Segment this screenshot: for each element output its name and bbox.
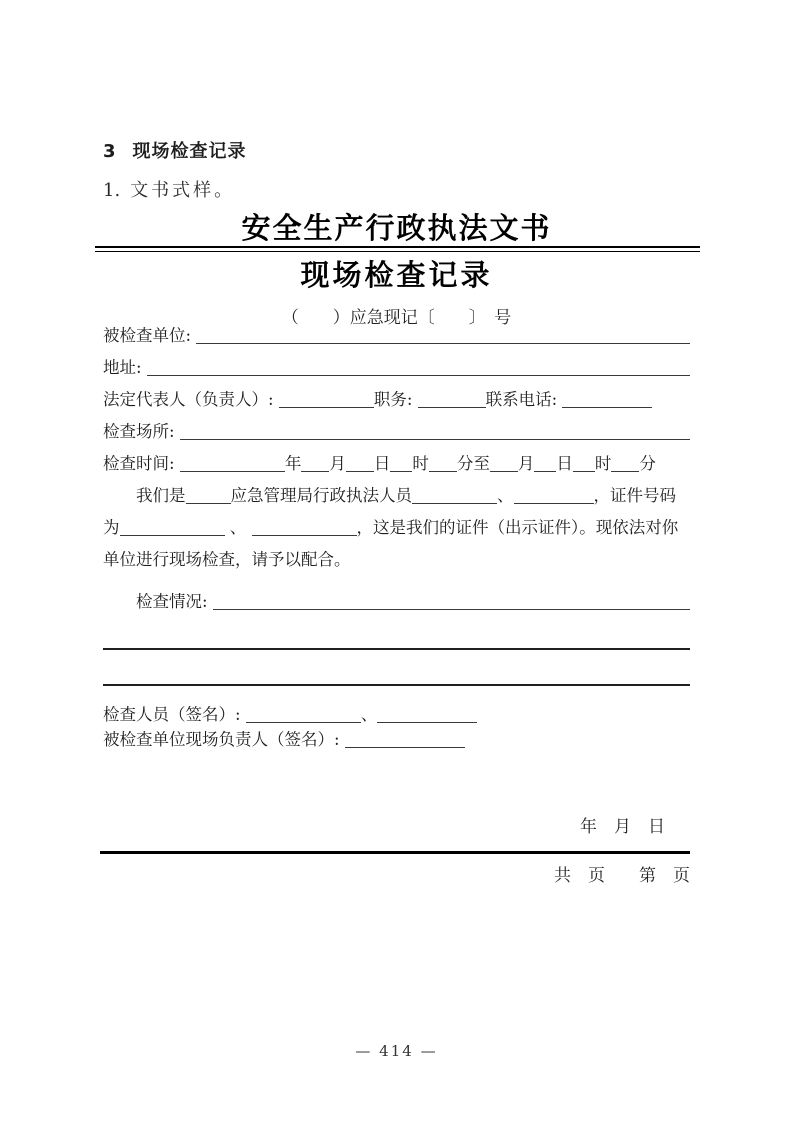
inspected-unit-row [103, 320, 690, 352]
field-label: 、 [497, 486, 514, 505]
date-line: 年 月 日 [580, 817, 665, 837]
page-number: — 414 — [355, 1042, 438, 1060]
blank-line [534, 467, 556, 472]
item-text: 文书式样。 [130, 180, 236, 201]
inspection-place-row [103, 416, 690, 448]
field-label: ，这是我们的证件（出示证件）。现依法对你 [356, 518, 679, 537]
blank-line [429, 467, 457, 472]
blank-line [180, 467, 285, 472]
blank-line [213, 605, 690, 610]
field-label: 检查人员（签名）: [103, 705, 246, 724]
inspectors-intro-line-1 [103, 480, 690, 512]
blank-line [346, 467, 374, 472]
inspectors-intro-line-2 [103, 512, 690, 544]
field-label: 年 [284, 454, 302, 473]
field-label: 日 [556, 454, 573, 473]
field-label: 时 [412, 454, 429, 473]
field-label: 联系电话: [485, 390, 563, 409]
blank-line [514, 499, 594, 504]
field-label: 分 [639, 454, 656, 473]
situation-write-line [103, 650, 690, 686]
field-label: 、 [360, 705, 378, 724]
blank-line [186, 499, 231, 504]
field-label: 检查情况: [136, 592, 213, 611]
inspector-signature-row [103, 702, 690, 727]
field-label: 检查场所: [103, 422, 180, 441]
item-number: 1. [103, 180, 121, 201]
blank-line [562, 403, 652, 408]
blank-line [246, 718, 361, 723]
blank-line [147, 371, 690, 376]
blank-line [252, 531, 357, 536]
field-label: 日 [373, 454, 391, 473]
form-subtitle: 现场检查记录 [300, 258, 493, 292]
field-label: 职务: [373, 390, 418, 409]
blank-line [573, 467, 595, 472]
section-title: 现场检查记录 [132, 141, 247, 162]
field-label: 被检查单位: [103, 326, 197, 345]
field-label: 为 [103, 518, 120, 537]
blank-line [390, 467, 412, 472]
blank-line [490, 467, 518, 472]
inspection-situation-row [103, 586, 690, 618]
field-label: 被检查单位现场负责人（签名）: [103, 730, 345, 749]
form-title: 安全生产行政执法文书 [241, 211, 552, 245]
field-label: 时 [594, 454, 612, 473]
blank-line [301, 467, 329, 472]
blank-line [412, 499, 497, 504]
blank-line [103, 684, 690, 686]
section-heading [103, 137, 247, 163]
field-label: 地址: [103, 358, 147, 377]
blank-line [418, 403, 486, 408]
blank-line [180, 435, 690, 440]
blank-line [103, 648, 690, 650]
blank-line [377, 718, 477, 723]
situation-write-line [103, 618, 690, 650]
field-label: 应急管理局行政执法人员 [230, 486, 412, 505]
field-label: 分至 [456, 454, 490, 473]
bottom-rule [100, 851, 690, 854]
section-number: 3 [103, 141, 117, 162]
field-label: 检查时间: [103, 454, 180, 473]
blank-line [120, 531, 225, 536]
form-body [103, 320, 690, 752]
field-label: 我们是 [136, 486, 186, 505]
field-label: 月 [329, 454, 346, 473]
inspectors-intro-line-3 [103, 544, 690, 576]
page-count-line: 共 页 第 页 [554, 866, 690, 886]
unit-representative-signature-row [103, 727, 690, 752]
blank-line [196, 339, 690, 344]
document-number-line: （ ）应急现记〔 〕 号 [281, 308, 512, 328]
blank-line [611, 467, 639, 472]
field-label: 单位进行现场检查，请予以配合。 [103, 550, 351, 569]
field-label: 法定代表人（负责人）: [103, 390, 279, 409]
legal-representative-row [103, 384, 690, 416]
blank-line [279, 403, 374, 408]
field-label: 、 [224, 518, 252, 537]
field-label: 月 [517, 454, 535, 473]
inspection-time-row [103, 448, 690, 480]
field-label: ，证件号码 [593, 486, 676, 505]
item-line [103, 176, 235, 202]
title-double-rule [95, 246, 700, 252]
blank-line [345, 743, 465, 748]
address-row [103, 352, 690, 384]
